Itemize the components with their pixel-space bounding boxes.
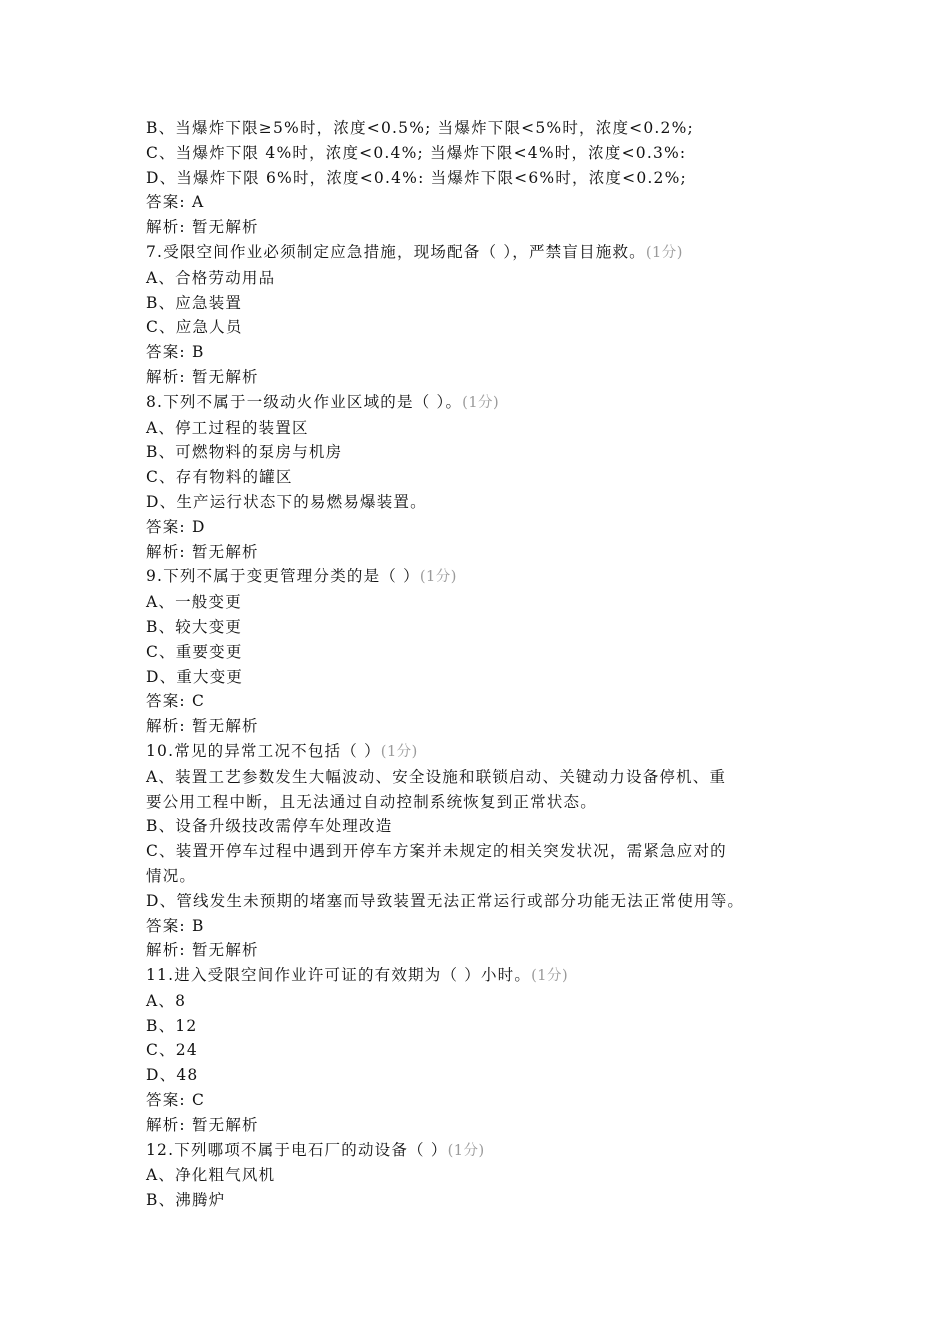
option-text: C、存有物料的罐区 xyxy=(146,468,293,487)
question-line xyxy=(146,739,846,765)
option-line xyxy=(146,1163,846,1188)
option-line xyxy=(146,315,846,340)
option-text: C、24 xyxy=(146,1041,198,1060)
option-text: 情况。 xyxy=(146,866,197,885)
answer-text: 答案: B xyxy=(146,916,205,935)
question-line xyxy=(146,390,846,416)
option-text: D、重大变更 xyxy=(146,667,244,686)
option-line xyxy=(146,116,846,141)
question-text: 11.进入受限空间作业许可证的有效期为（ ）小时。 xyxy=(146,966,532,985)
question-line xyxy=(146,240,846,266)
option-line xyxy=(146,615,846,640)
option-line xyxy=(146,490,846,515)
analysis-line xyxy=(146,215,846,240)
analysis-text: 解析: 暂无解析 xyxy=(146,542,259,561)
option-line xyxy=(146,1038,846,1063)
option-line xyxy=(146,465,846,490)
option-line xyxy=(146,416,846,441)
option-text: C、装置开停车过程中遇到开停车方案并未规定的相关突发状况，需紧急应对的 xyxy=(146,842,727,861)
answer-text: 答案: C xyxy=(146,692,206,711)
analysis-text: 解析: 暂无解析 xyxy=(146,218,259,237)
option-line xyxy=(146,814,846,839)
option-text: B、可燃物料的泵房与机房 xyxy=(146,443,343,462)
answer-text: 答案: D xyxy=(146,517,206,536)
option-line xyxy=(146,790,846,815)
analysis-line xyxy=(146,938,846,963)
option-line xyxy=(146,839,846,864)
answer-text: 答案: B xyxy=(146,343,205,362)
option-text: A、合格劳动用品 xyxy=(146,268,276,287)
analysis-line xyxy=(146,714,846,739)
option-text: D、管线发生未预期的堵塞而导致装置无法正常运行或部分功能无法正常使用等。 xyxy=(146,891,745,910)
option-line xyxy=(146,266,846,291)
option-text: C、重要变更 xyxy=(146,642,243,661)
answer-text: 答案: A xyxy=(146,193,205,212)
option-line xyxy=(146,989,846,1014)
question-score: (1分) xyxy=(531,968,569,985)
analysis-line xyxy=(146,1113,846,1138)
analysis-text: 解析: 暂无解析 xyxy=(146,1115,259,1134)
option-text: C、应急人员 xyxy=(146,318,243,337)
option-text: D、48 xyxy=(146,1066,199,1085)
option-text: D、生产运行状态下的易燃易爆装置。 xyxy=(146,492,427,511)
question-score: (1分) xyxy=(419,569,457,586)
answer-line xyxy=(146,689,846,714)
document-content xyxy=(146,116,846,1213)
option-line xyxy=(146,141,846,166)
analysis-line xyxy=(146,540,846,565)
question-text: 12.下列哪项不属于电石厂的动设备（ ） xyxy=(146,1140,448,1159)
option-text: B、设备升级技改需停车处理改造 xyxy=(146,817,393,836)
option-line xyxy=(146,1014,846,1039)
option-line xyxy=(146,1063,846,1088)
answer-line xyxy=(146,515,846,540)
option-line xyxy=(146,889,846,914)
option-text: B、沸腾炉 xyxy=(146,1191,226,1210)
question-score: (1分) xyxy=(462,394,500,411)
option-line xyxy=(146,590,846,615)
option-text: A、一般变更 xyxy=(146,593,242,612)
option-line xyxy=(146,765,846,790)
answer-line xyxy=(146,190,846,215)
question-line xyxy=(146,564,846,590)
option-text: A、8 xyxy=(146,991,187,1010)
option-text: B、应急装置 xyxy=(146,293,243,312)
question-score: (1分) xyxy=(380,743,418,760)
question-score: (1分) xyxy=(447,1142,485,1159)
option-text: 要公用工程中断，且无法通过自动控制系统恢复到正常状态。 xyxy=(146,792,597,811)
option-line xyxy=(146,440,846,465)
option-line xyxy=(146,640,846,665)
option-text: C、当爆炸下限 4%时，浓度<0.4%; 当爆炸下限<4%时，浓度<0.3%: xyxy=(146,143,687,162)
option-text: B、当爆炸下限≥5%时，浓度<0.5%; 当爆炸下限<5%时，浓度<0.2%; xyxy=(146,119,694,137)
answer-text: 答案: C xyxy=(146,1091,206,1110)
question-line xyxy=(146,1138,846,1164)
question-text: 7.受限空间作业必须制定应急措施，现场配备（ ），严禁盲目施救。 xyxy=(146,242,646,261)
question-line xyxy=(146,963,846,989)
answer-line xyxy=(146,1088,846,1113)
option-line xyxy=(146,665,846,690)
option-line xyxy=(146,291,846,316)
question-text: 8.下列不属于一级动火作业区域的是（ ）。 xyxy=(146,392,463,411)
analysis-text: 解析: 暂无解析 xyxy=(146,367,259,386)
option-text: A、装置工艺参数发生大幅波动、安全设施和联锁启动、关键动力设备停机、重 xyxy=(146,767,727,786)
option-text: D、当爆炸下限 6%时，浓度<0.4%: 当爆炸下限<6%时，浓度<0.2%; xyxy=(146,168,687,187)
answer-line xyxy=(146,914,846,939)
analysis-line xyxy=(146,365,846,390)
analysis-text: 解析: 暂无解析 xyxy=(146,941,259,960)
option-text: A、停工过程的装置区 xyxy=(146,418,309,437)
option-line xyxy=(146,864,846,889)
option-text: B、12 xyxy=(146,1016,198,1035)
question-text: 9.下列不属于变更管理分类的是（ ） xyxy=(146,567,420,586)
question-score: (1分) xyxy=(645,244,683,261)
answer-line xyxy=(146,340,846,365)
option-text: A、净化粗气风机 xyxy=(146,1166,276,1185)
option-text: B、较大变更 xyxy=(146,617,243,636)
analysis-text: 解析: 暂无解析 xyxy=(146,717,259,736)
option-line xyxy=(146,1188,846,1213)
question-text: 10.常见的异常工况不包括（ ） xyxy=(146,741,381,760)
option-line xyxy=(146,166,846,191)
